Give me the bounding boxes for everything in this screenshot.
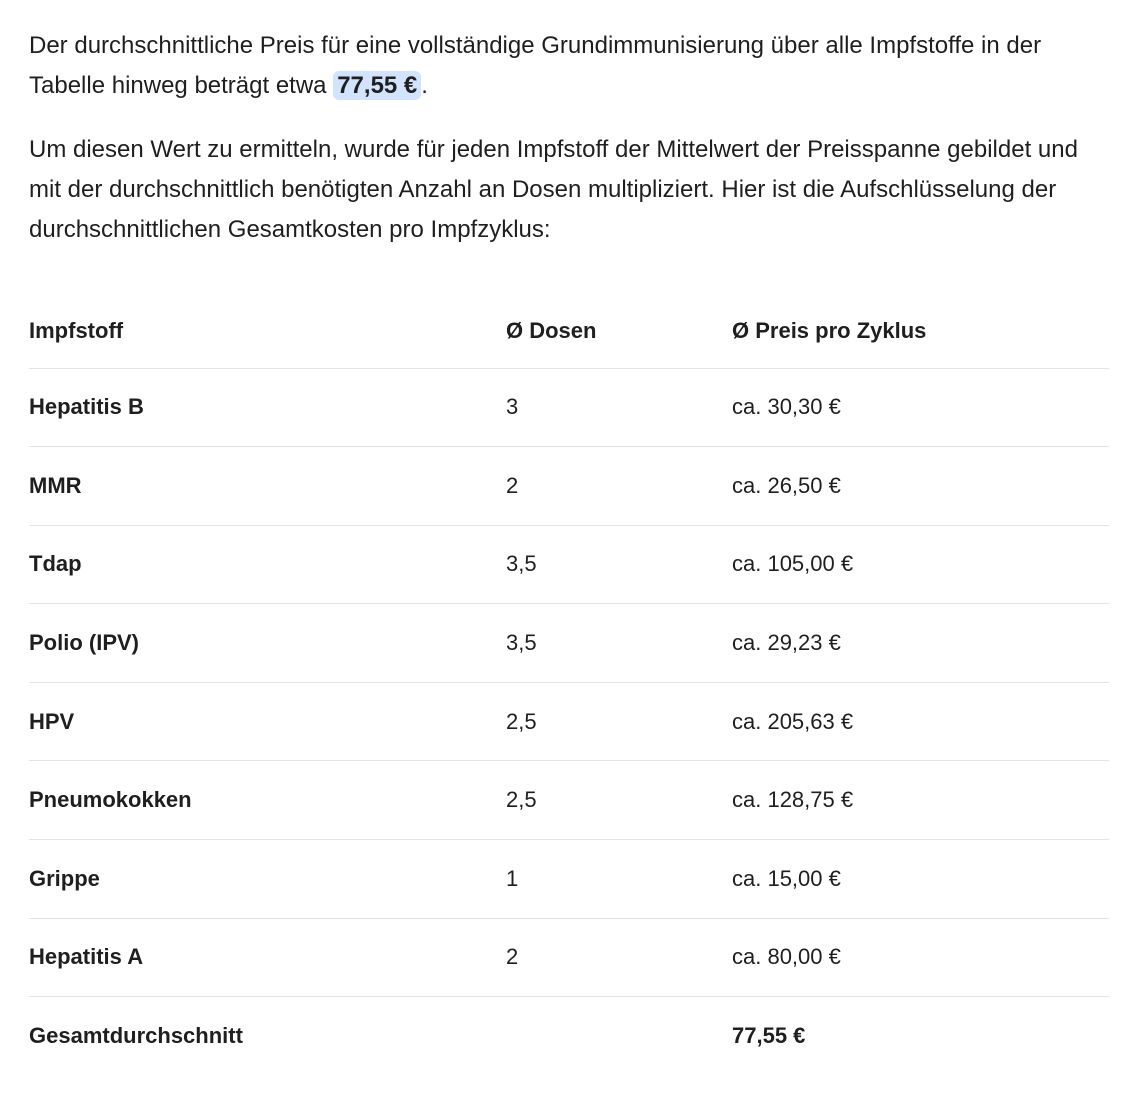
price-cell: ca. 29,23 € xyxy=(732,604,1109,683)
table-row xyxy=(29,840,1109,919)
table-row xyxy=(29,682,1109,761)
doses-cell: 3,5 xyxy=(506,525,732,604)
doses-cell: 2 xyxy=(506,447,732,526)
price-cell: ca. 26,50 € xyxy=(732,447,1109,526)
total-price: 77,55 € xyxy=(732,1023,806,1049)
column-header-price: Ø Preis pro Zyklus xyxy=(732,304,1109,368)
table-row xyxy=(29,368,1109,447)
doses-cell: 2 xyxy=(506,918,732,997)
summary-text-end: . xyxy=(421,72,428,99)
summary-text: Der durchschnittliche Preis für eine vollständige Grundimmunisierung über alle Impfstoffe in der Tabelle hinweg beträgt etwa xyxy=(29,32,1042,99)
price-cell: ca. 105,00 € xyxy=(732,525,1109,604)
summary-paragraph xyxy=(29,26,1113,106)
column-header-vaccine: Impfstoff xyxy=(29,304,506,368)
total-row xyxy=(29,997,1109,1075)
total-doses xyxy=(506,997,732,1075)
vaccine-name: Polio (IPV) xyxy=(29,604,506,683)
vaccine-name: HPV xyxy=(29,682,506,761)
response-content xyxy=(29,26,1113,1075)
column-header-doses: Ø Dosen xyxy=(506,304,732,368)
table-row xyxy=(29,761,1109,840)
vaccine-name: Hepatitis A xyxy=(29,918,506,997)
total-label: Gesamtdurchschnitt xyxy=(29,1023,243,1049)
doses-cell: 3 xyxy=(506,368,732,447)
price-cell: ca. 30,30 € xyxy=(732,368,1109,447)
table-row xyxy=(29,604,1109,683)
table-row xyxy=(29,447,1109,526)
table-header-row xyxy=(29,304,1109,368)
price-cell: ca. 128,75 € xyxy=(732,761,1109,840)
table-row xyxy=(29,918,1109,997)
highlighted-average-price: 77,55 € xyxy=(333,71,421,100)
explanation-paragraph: Um diesen Wert zu ermitteln, wurde für jeden Impfstoff der Mittelwert der Preisspanne gebildet und mit der durchschnittlich benötigten Anzahl an Dosen multipliziert. Hier ist die Aufschlüsselung der durchschnittlichen Gesamtkosten pro Impfzyklus: xyxy=(29,136,1078,243)
doses-cell: 1 xyxy=(506,840,732,919)
vaccine-name: MMR xyxy=(29,447,506,526)
table-row xyxy=(29,525,1109,604)
price-cell: ca. 80,00 € xyxy=(732,918,1109,997)
price-cell: ca. 15,00 € xyxy=(732,840,1109,919)
doses-cell: 2,5 xyxy=(506,682,732,761)
vaccine-name: Grippe xyxy=(29,840,506,919)
doses-cell: 3,5 xyxy=(506,604,732,683)
price-cell: ca. 205,63 € xyxy=(732,682,1109,761)
vaccine-name: Pneumokokken xyxy=(29,761,506,840)
vaccine-name: Hepatitis B xyxy=(29,368,506,447)
vaccine-price-table xyxy=(29,304,1109,1075)
vaccine-name: Tdap xyxy=(29,525,506,604)
doses-cell: 2,5 xyxy=(506,761,732,840)
